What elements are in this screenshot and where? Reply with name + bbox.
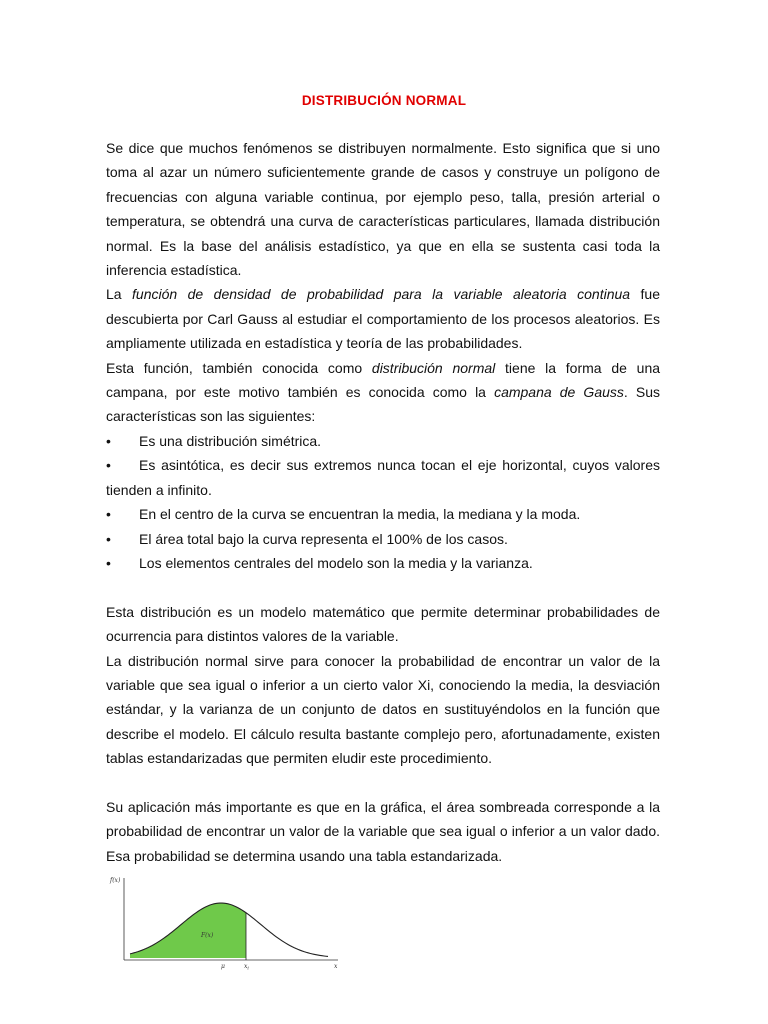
xi-main: x [244, 963, 248, 970]
list-item [106, 502, 660, 526]
bullet-marker: • [106, 530, 111, 547]
list-item [106, 527, 660, 551]
area-label: F(x) [201, 932, 214, 939]
normal-curve-graphic [106, 872, 346, 972]
xi-subscript: i [247, 966, 249, 972]
list-item-continuation: tienden a infinito. [106, 481, 212, 498]
document-title: DISTRIBUCIÓN NORMAL [301, 93, 467, 108]
list-item-text: Es asintótica, es decir sus extremos nunca tocan el eje horizontal, cuyos valores [139, 457, 660, 474]
normal-distribution-figure [106, 872, 346, 972]
paragraph-gauss [106, 282, 660, 355]
paragraph-application: Su aplicación más importante es que en la gráfica, el área sombreada corresponde a la probabilidad de encontrar un valor de la variable que sea igual o inferior a un valor dado. Esa probabilidad se determina usando una tabla estandarizada. [106, 798, 660, 864]
shaded-area [130, 903, 246, 958]
xi-label [244, 963, 249, 972]
text-run: La [106, 286, 133, 303]
x-axis-label: x [334, 963, 338, 970]
list-item-text: En el centro de la curva se encuentran la media, la mediana y la moda. [139, 506, 581, 523]
list-item [106, 551, 660, 575]
bullet-marker: • [106, 554, 111, 571]
mean-label: μ [221, 963, 225, 970]
paragraph-usage: La distribución normal sirve para conocer la probabilidad de encontrar un valor de la variable que sea igual o inferior a un cierto valor Xi, conociendo la media, la desviación estándar, y la varianza de un conjunto de datos en sustituyéndolos en la función que describe el modelo. El cálculo resulta bastante complejo pero, afortunadamente, existen tablas estandarizadas que permiten eludir este procedimiento. [106, 652, 660, 767]
paragraph-intro: Se dice que muchos fenómenos se distribuyen normalmente. Esto significa que si uno toma al azar un número suficientemente grande de casos y construye un polígono de frecuencias con alguna variable continua, por ejemplo peso, talla, presión arterial o temperatura, se obtendrá una curva de características particulares, llamada distribución normal. Es la base del análisis estadístico, ya que en ella se sustenta casi toda la inferencia estadística. [106, 140, 660, 279]
list-item-text: Los elementos centrales del modelo son la media y la varianza. [139, 554, 533, 571]
bullet-marker: • [106, 432, 111, 449]
bullet-marker: • [106, 457, 111, 474]
paragraph-campana [106, 356, 660, 429]
text-run: tiene la forma de una campana, por este motivo también es conocida como la [106, 359, 661, 401]
emphasis-text: campana de Gauss [494, 384, 624, 401]
list-item-text: Es una distribución simétrica. [139, 432, 322, 449]
paragraph-model: Esta distribución es un modelo matemático que permite determinar probabilidades de ocurrencia para distintos valores de la variable. [106, 603, 660, 645]
list-item-text: El área total bajo la curva representa el 100% de los casos. [139, 530, 508, 547]
spacer [106, 771, 660, 795]
text-run: Esta función, también conocida como [106, 359, 372, 376]
text-run: . Sus características son las siguientes: [106, 384, 661, 425]
spacer [106, 575, 660, 599]
emphasis-text: función de densidad de probabilidad para la variable aleatoria continua [132, 286, 631, 303]
text-run: fue descubierta por Carl Gauss al estudiar el comportamiento de los procesos aleatorios. Es ampliamente utilizada en estadística y teoría de las probabilidades. [106, 286, 660, 352]
bullet-marker: • [106, 506, 111, 523]
emphasis-text: distribución normal [371, 359, 496, 376]
document-body [106, 136, 660, 868]
y-axis-label: f(x) [110, 877, 121, 884]
list-item [106, 453, 660, 477]
list-item [106, 429, 660, 453]
